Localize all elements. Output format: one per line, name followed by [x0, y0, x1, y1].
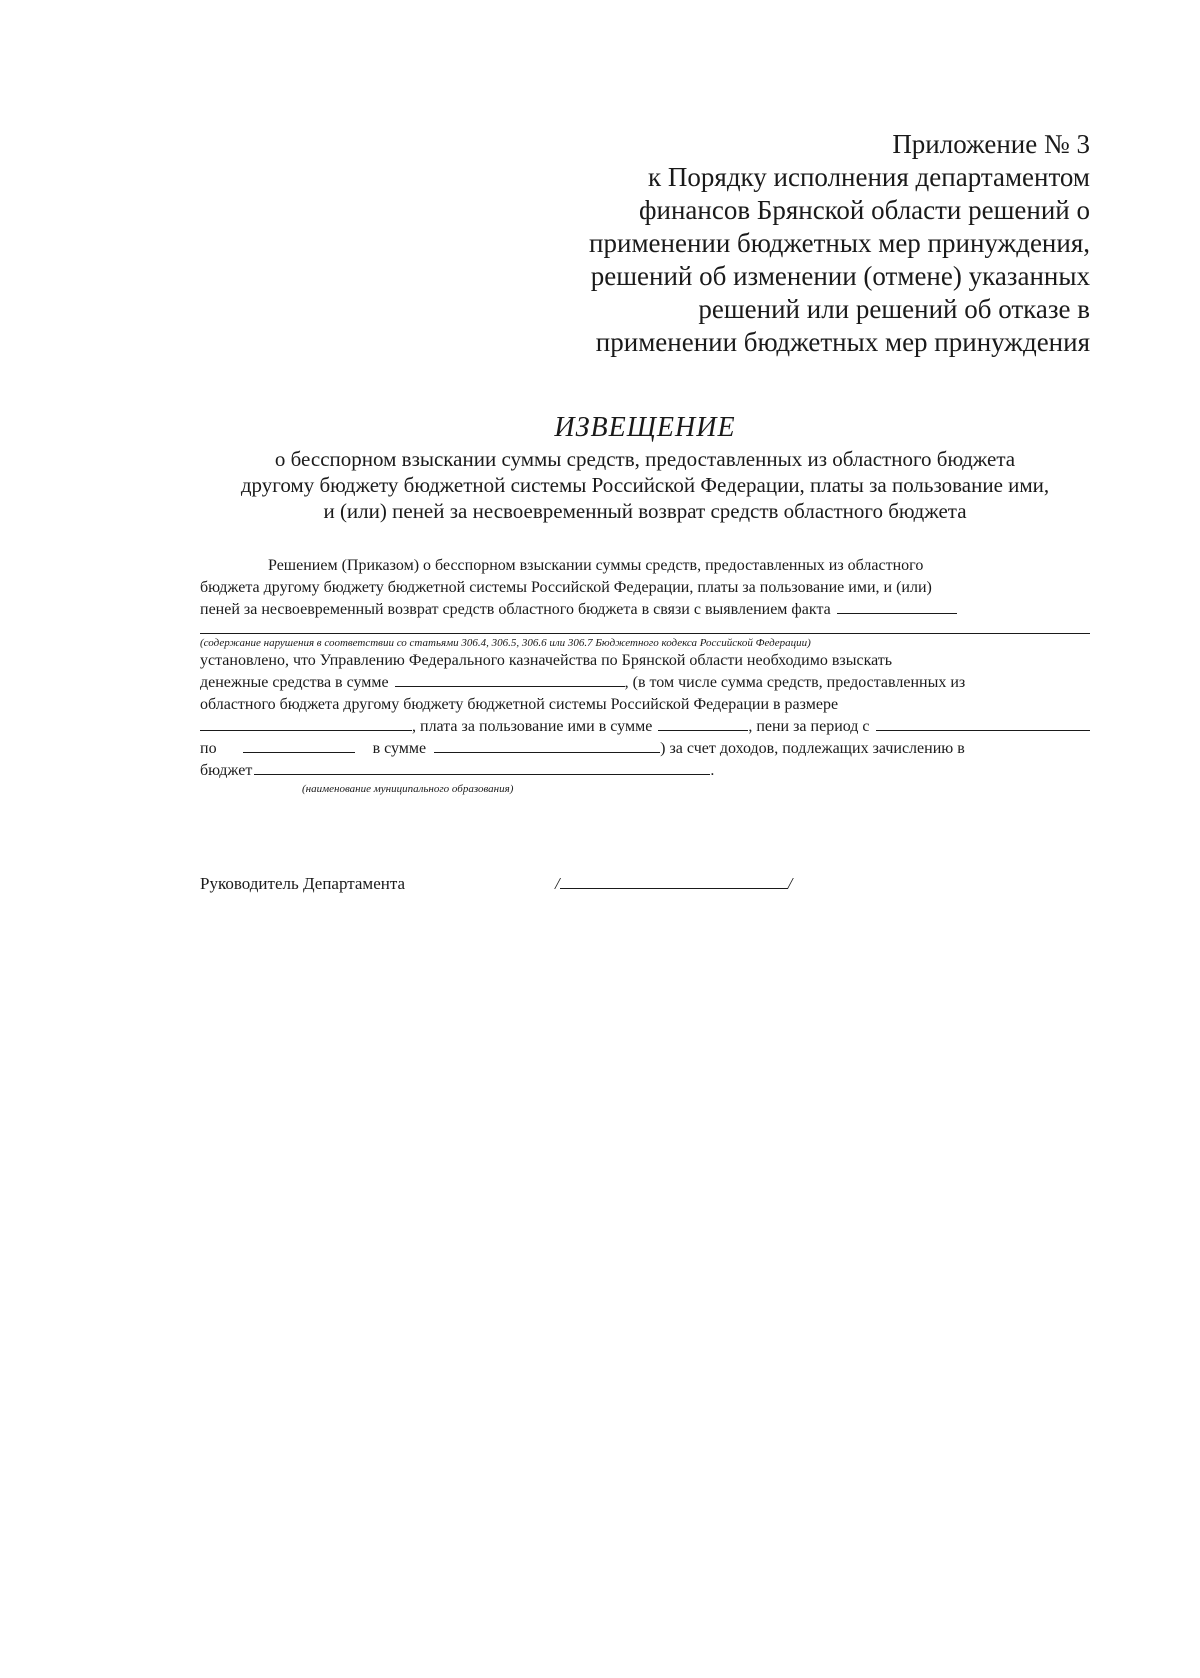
municipality-blank[interactable] [254, 760, 710, 775]
body-text: областного бюджета другому бюджету бюджетной системы Российской Федерации в размере [200, 696, 839, 713]
violation-hint: (содержание нарушения в соответствии со статьями 306.4, 306.5, 306.6 или 306.7 Бюджетного кодекса Российской Федерации) [200, 637, 811, 649]
signature-blank[interactable] [560, 874, 788, 889]
appendix-line: решений или решений об отказе в [698, 294, 1090, 324]
signature-slash-close: / [787, 874, 793, 893]
subtitle-line: о бесспорном взыскании суммы средств, предоставленных из областного бюджета [274, 447, 1016, 471]
penalty-amount-blank[interactable] [434, 738, 660, 753]
violation-fact-blank[interactable] [837, 599, 957, 614]
body-text: бюджет [200, 762, 253, 779]
body-text: , (в том числе сумма средств, предоставленных из [624, 674, 966, 691]
body-text: . [710, 762, 715, 779]
body-text: Решением (Приказом) о бесспорном взыскании суммы средств, предоставленных из областного [268, 557, 924, 574]
appendix-header [530, 128, 1090, 359]
body-text: пеней за несвоевременный возврат средств областного бюджета в связи с выявлением факта [200, 601, 831, 618]
appendix-line: решений об изменении (отмене) указанных [590, 261, 1090, 291]
body-line [200, 716, 1090, 738]
body-line [200, 577, 1090, 599]
body-text: в сумме [372, 740, 427, 757]
body-text: ) за счет доходов, подлежащих зачислению в [660, 740, 965, 757]
body-line [200, 672, 1090, 694]
signature-slash-open: / [555, 874, 560, 893]
violation-description-blank[interactable] [200, 621, 1090, 634]
appendix-line: к Порядку исполнения департаментом [648, 162, 1090, 192]
subtitle-line: и (или) пеней за несвоевременный возврат средств областного бюджета [323, 499, 967, 523]
body-line [200, 599, 1090, 621]
notice-body [200, 555, 1090, 796]
signature-block [200, 874, 900, 894]
subtitle-line: другому бюджету бюджетной системы Российской Федерации, платы за пользование ими, [240, 473, 1050, 497]
body-text: , плата за пользование ими в сумме [412, 718, 653, 735]
body-text: установлено, что Управлению Федерального казначейства по Брянской области необходимо взыскать [200, 652, 893, 669]
signature-label: Руководитель Департамента [200, 874, 406, 893]
amount-blank[interactable] [395, 672, 625, 687]
body-line [200, 760, 1090, 782]
body-text: , пени за период с [748, 718, 870, 735]
notice-subtitle [200, 446, 1090, 524]
principal-amount-blank[interactable] [200, 716, 412, 731]
notice-title: ИЗВЕЩЕНИЕ [554, 412, 736, 443]
appendix-line: применении бюджетных мер принуждения [595, 327, 1090, 357]
body-text: бюджета другому бюджету бюджетной системы Российской Федерации, платы за пользование ими, и (или) [200, 579, 932, 596]
appendix-line: финансов Брянской области решений о [639, 195, 1090, 225]
municipality-hint: (наименование муниципального образования) [302, 783, 514, 795]
period-end-blank[interactable] [243, 738, 355, 753]
body-text: по [200, 740, 217, 757]
body-text: денежные средства в сумме [200, 674, 389, 691]
body-line [200, 650, 1090, 672]
body-line [200, 555, 1090, 577]
appendix-line: Приложение № 3 [892, 129, 1090, 159]
body-line [200, 694, 1090, 716]
body-line [200, 738, 1090, 760]
appendix-line: применении бюджетных мер принуждения, [589, 228, 1090, 258]
usage-fee-blank[interactable] [658, 716, 748, 731]
period-start-blank[interactable] [876, 716, 1090, 731]
